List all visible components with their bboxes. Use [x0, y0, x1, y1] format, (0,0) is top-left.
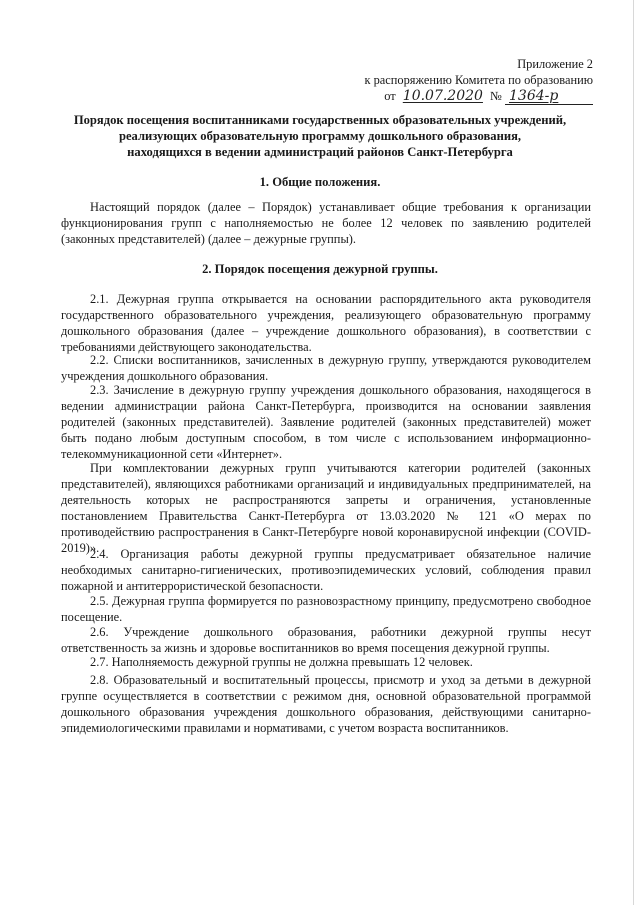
date-label: от — [384, 89, 396, 103]
appendix-reference: к распоряжению Комитета по образованию — [364, 73, 593, 87]
paragraph-2-8: 2.8. Образовательный и воспитательный процессы, присмотр и уход за детьми в дежурной группе осуществляется в соответствии с режимом дня, основной образовательной программой дошкольного образования учреждения дошкольного образования, действующими санитарно-эпидемиологическими правилами и нормативами, с учетом возраста воспитанников. — [61, 673, 591, 736]
paragraph-2-5: 2.5. Дежурная группа формируется по разновозрастному принципу, предусмотрено свободное посещение. — [61, 594, 591, 625]
paragraph-2-3: 2.3. Зачисление в дежурную группу учреждения дошкольного образования, находящегося в ведении администрации района Санкт-Петербурга, производится на основании заявления родителей (законных представителей). Заявление родителей (законных представителей) может быть подано любым доступным способом, в том числе с использованием информационно-телекоммуникационной сети «Интернет». — [61, 383, 591, 462]
paragraph-2-2: 2.2. Списки воспитанников, зачисленных в дежурную группу, утверждаются руководителем учреждения дошкольного образования. — [61, 353, 591, 384]
handwritten-number: 1364-р — [509, 88, 559, 104]
appendix-date-number — [364, 88, 593, 105]
title-line-2: реализующих образовательную программу дошкольного образования, — [118, 129, 522, 144]
section-1-paragraph: Настоящий порядок (далее – Порядок) устанавливает общие требования к организации функционирования групп с наполняемостью не более 12 человек по заявлению родителей (законных представителей) (далее – дежурные группы). — [61, 200, 591, 247]
number-label: № — [490, 89, 502, 103]
section-2-heading: 2. Порядок посещения дежурной группы. — [202, 262, 438, 276]
section-1-heading: 1. Общие положения. — [259, 175, 381, 189]
appendix-title: Приложение 2 — [517, 57, 593, 71]
paragraph-2-4: 2.4. Организация работы дежурной группы предусматривает обязательное наличие необходимых санитарно-гигиенических, противоэпидемических условий, соблюдения правил пожарной и антитеррористической безопасности. — [61, 547, 591, 594]
paragraph-2-7: 2.7. Наполняемость дежурной группы не должна превышать 12 человек. — [90, 655, 473, 669]
paragraph-2-6: 2.6. Учреждение дошкольного образования, работники дежурной группы несут ответственность за жизнь и здоровье воспитанников во время посещения дежурной группы. — [61, 625, 591, 656]
appendix-header — [364, 56, 593, 105]
handwritten-date: 10.07.2020 — [402, 88, 483, 104]
paragraph-2-3-categories: При комплектовании дежурных групп учитываются категории родителей (законных представителей), являющихся работниками организаций и индивидуальных предпринимателей, на деятельность которых не распространяются запреты и ограничения, установленные постановлением Правительства Санкт-Петербурга от 13.03.2020 № 121 «О мерах по противодействию распространения в Санкт-Петербурге новой коронавирусной инфекции (COVID-2019)». — [61, 461, 591, 556]
document-title — [40, 112, 600, 161]
scan-edge-line — [633, 0, 634, 905]
title-line-1: Порядок посещения воспитанниками государственных образовательных учреждений, — [73, 113, 567, 127]
title-line-3: находящихся в ведении администраций районов Санкт-Петербурга — [127, 145, 513, 160]
paragraph-2-1: 2.1. Дежурная группа открывается на основании распорядительного акта руководителя государственного образовательного учреждения, реализующего образовательную программу дошкольного образования (далее – учреждение дошкольного образования), в соответствии с требованиями действующего законодательства. — [61, 292, 591, 355]
